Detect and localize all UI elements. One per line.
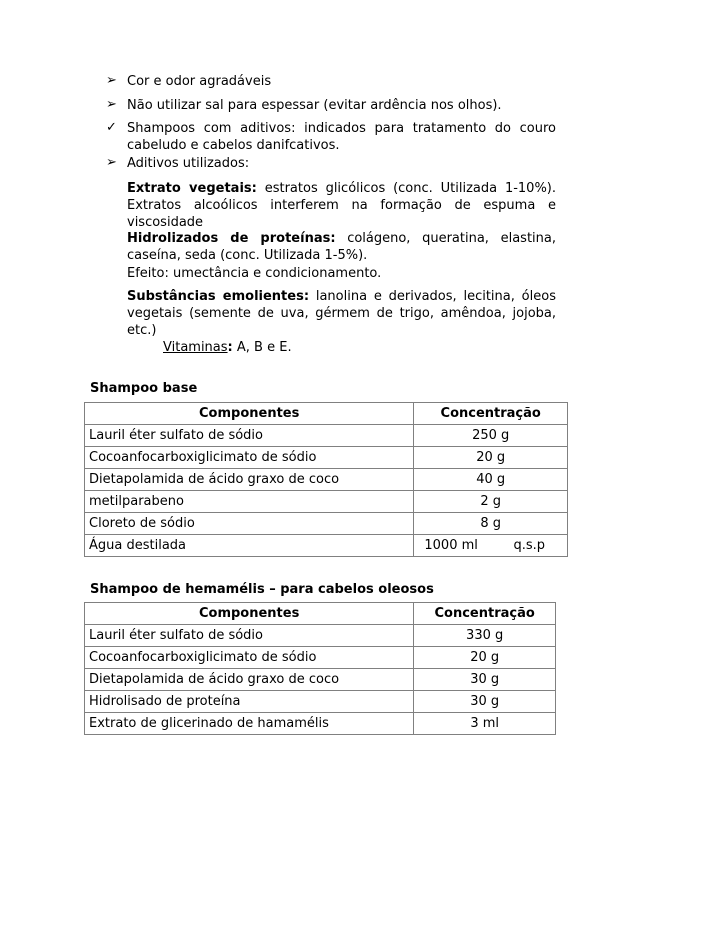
table-row [85,669,556,691]
cell-concentration [414,535,568,557]
paragraph-efeito: Efeito: umectância e condicionamento. [127,266,382,281]
paragraph-emolientes [127,288,556,339]
cell-component: Lauril éter sulfato de sódio [85,625,414,647]
paragraph-extrato [127,180,556,231]
cell-component: Água destilada [85,535,414,557]
cell-component: Cocoanfocarboxiglicimato de sódio [85,647,414,669]
arrow-bullet-icon: ➢ [106,155,117,170]
checkmark-bullet-icon: ✓ [106,120,117,135]
bullet-text: Shampoos com aditivos: indicados para tratamento do couro cabeludo e cabelos danifcativos. [127,121,556,153]
paragraph-hidrolizados [127,230,556,264]
cell-concentration: 330 g [414,625,556,647]
bullet-text: Aditivos utilizados: [127,156,250,171]
cell-component: Hidrolisado de proteína [85,691,414,713]
label-emolientes: Substâncias emolientes: [127,289,310,304]
label-vitaminas: Vitaminas [163,340,228,355]
cell-component: Dietapolamida de ácido graxo de coco [85,669,414,691]
cell-component: Cocoanfocarboxiglicimato de sódio [85,447,414,469]
table-row [85,647,556,669]
table-row [85,625,556,647]
vitaminas-colon: : [227,340,233,355]
table-row [85,535,568,557]
text-vitaminas: A, B e E. [236,340,292,355]
cell-component: Dietapolamida de ácido graxo de coco [85,469,414,491]
arrow-bullet-icon: ➢ [106,97,117,112]
paragraph-vitaminas [163,339,292,356]
cell-component: Extrato de glicerinado de hamamélis [85,713,414,735]
label-hidrolizados: Hidrolizados de proteínas: [127,231,336,246]
cell-component: Cloreto de sódio [85,513,414,535]
table-shampoo-hemamelis [84,602,556,735]
cell-concentration: 40 g [414,469,568,491]
cell-concentration: 3 ml [414,713,556,735]
cell-component: Lauril éter sulfato de sódio [85,425,414,447]
bullet-text: Não utilizar sal para espessar (evitar ardência nos olhos). [127,98,502,113]
label-extrato: Extrato vegetais: [127,181,257,196]
cell-component: metilparabeno [85,491,414,513]
cell-concentration: 20 g [414,447,568,469]
table-row [85,447,568,469]
header-concentracao: Concentração [414,403,568,425]
header-concentracao: Concentração [414,603,556,625]
table-shampoo-base [84,402,568,557]
cell-concentration: 30 g [414,669,556,691]
bullet-text: Cor e odor agradáveis [127,74,272,89]
table-row [85,425,568,447]
table-row [85,513,568,535]
table-row [85,469,568,491]
text-extrato: estratos glicólicos (conc. Utilizada 1-10%). Extratos alcoólicos interferem na formação de espuma e viscosidade [127,181,556,230]
table-header-row [85,403,568,425]
table-row [85,713,556,735]
header-componentes: Componentes [85,403,414,425]
section-title-shampoo-base: Shampoo base [90,381,198,396]
header-componentes: Componentes [85,603,414,625]
cell-concentration: 30 g [414,691,556,713]
cell-concentration: 250 g [414,425,568,447]
text-emolientes: lanolina e derivados, lecitina, óleos vegetais (semente de uva, gérmem de trigo, amêndoa, jojoba, etc.) [127,289,556,338]
text-hidrolizados: colágeno, queratina, elastina, caseína, seda (conc. Utilizada 1-5%). [127,231,556,263]
arrow-bullet-icon: ➢ [106,73,117,88]
cell-concentration: 20 g [414,647,556,669]
cell-concentration: 8 g [414,513,568,535]
table-header-row [85,603,556,625]
cell-concentration-value: 1000 ml [424,538,478,553]
section-title-shampoo-hemamelis: Shampoo de hemamélis – para cabelos oleosos [90,582,434,597]
cell-concentration: 2 g [414,491,568,513]
table-row [85,491,568,513]
table-row [85,691,556,713]
cell-qsp: q.s.p [513,538,545,553]
